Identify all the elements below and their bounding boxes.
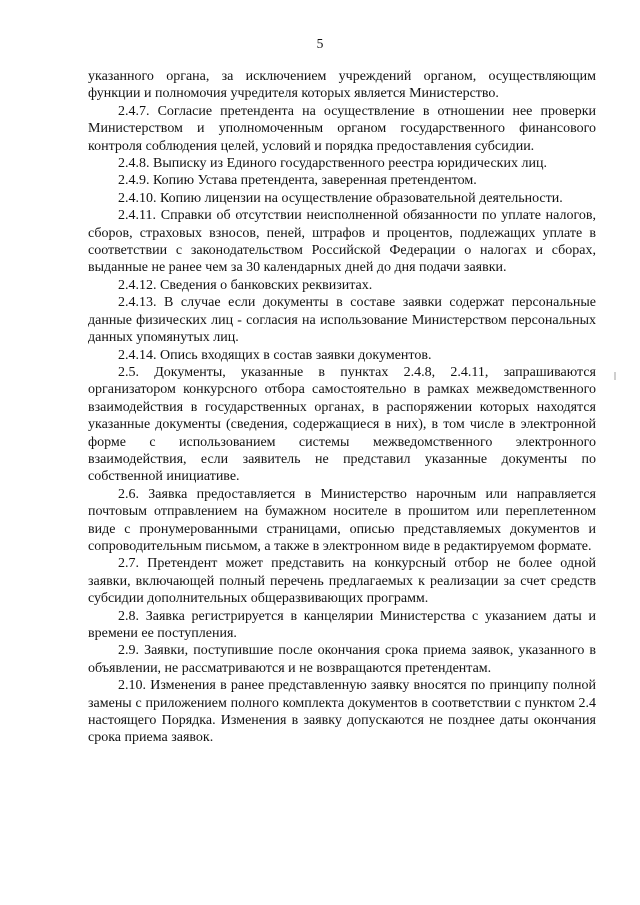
paragraph-2-4-10: 2.4.10. Копию лицензии на осуществление образовательной деятельности. — [118, 190, 563, 206]
document-body — [88, 68, 596, 747]
paragraph-continuation: указанного органа, за исключением учреждений органом, осуществляющим функции и полномочия учредителя которых является Министерство. — [88, 69, 596, 102]
paragraph-2-4-7: 2.4.7. Согласие претендента на осуществление в отношении нее проверки Министерством и уполномоченным органом государственного финансового контроля соблюдения целей, условий и порядка предоставления субсидии. — [88, 103, 596, 154]
paragraph-2-5: 2.5. Документы, указанные в пунктах 2.4.8, 2.4.11, запрашиваются организатором конкурсного отбора самостоятельно в рамках межведомственного взаимодействия в государственных органах, в распоряжении которых находятся указанные документы (сведения, содержащиеся в них), в том числе в электронной форме с использованием системы межведомственного электронного взаимодействия, если заявитель не представил указанные документы по собственной инициативе. — [88, 364, 596, 485]
paragraph-2-4-13: 2.4.13. В случае если документы в составе заявки содержат персональные данные физических лиц - согласия на использование Министерством персональных данных упомянутых лиц. — [88, 295, 596, 346]
paragraph-2-4-9: 2.4.9. Копию Устава претендента, заверенная претендентом. — [118, 173, 477, 189]
paragraph-2-7: 2.7. Претендент может представить на конкурсный отбор не более одной заявки, включающей полный перечень предлагаемых к реализации за счет средств субсидии дополнительных общеразвивающих программ. — [88, 556, 596, 607]
paragraph-2-10: 2.10. Изменения в ранее представленную заявку вносятся по принципу полной замены с приложением полного комплекта документов в соответствии с пунктом 2.4 настоящего Порядка. Изменения в заявку допускаются не позднее даты окончания срока приема заявок. — [88, 678, 596, 746]
paragraph-2-6: 2.6. Заявка предоставляется в Министерство нарочным или направляется почтовым отправлением на бумажном носителе в прошитом или переплетенном виде с пронумерованными страницами, описью представляемых документов и сопроводительным письмом, а также в электронном виде в редактируемом формате. — [88, 486, 596, 554]
paragraph-2-9: 2.9. Заявки, поступившие после окончания срока приема заявок, указанного в объявлении, не рассматриваются и не возвращаются претендентам. — [88, 643, 596, 676]
scan-margin-mark — [614, 372, 616, 380]
paragraph-2-4-14: 2.4.14. Опись входящих в состав заявки документов. — [118, 347, 432, 363]
paragraph-2-4-11: 2.4.11. Справки об отсутствии неисполненной обязанности по уплате налогов, сборов, страховых взносов, пеней, штрафов и процентов, подлежащих уплате в соответствии с законодательством Российской Федерации о налогах и сборах, выданные не ранее чем за 30 календарных дней до дня подачи заявки. — [88, 208, 596, 276]
page-number: 5 — [316, 36, 324, 51]
paragraph-2-4-8: 2.4.8. Выписку из Единого государственного реестра юридических лиц. — [118, 156, 547, 172]
paragraph-2-8: 2.8. Заявка регистрируется в канцелярии Министерства с указанием даты и времени ее поступления. — [88, 608, 596, 641]
paragraph-2-4-12: 2.4.12. Сведения о банковских реквизитах. — [118, 277, 373, 293]
